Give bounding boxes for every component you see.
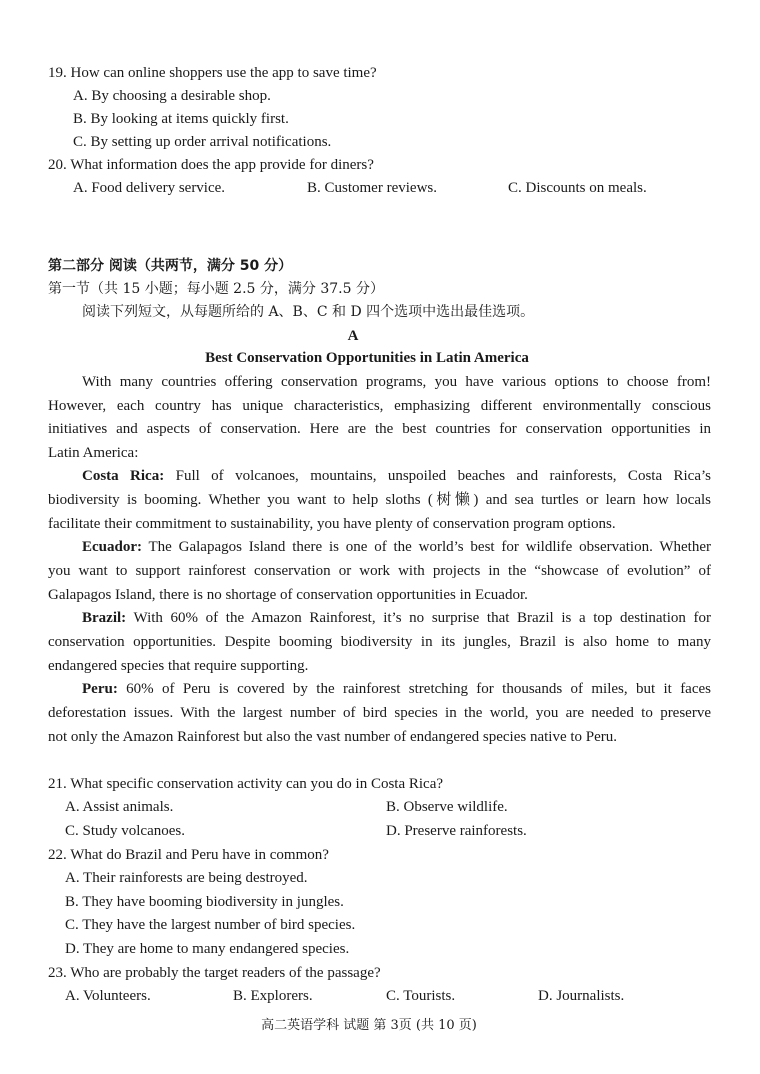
question-22-option-b: B. They have booming biodiversity in jungles. — [65, 894, 344, 910]
reading-instruction: 阅读下列短文，从每题所给的 A、B、C 和 D 四个选项中选出最佳选项。 — [82, 304, 535, 320]
question-21-option-c: C. Study volcanoes. — [65, 823, 185, 839]
page-footer: 高二英语学科 试题 第 3页 (共 10 页) — [261, 1018, 477, 1033]
question-23-option-a: A. Volunteers. — [65, 988, 151, 1004]
question-19-stem: 19. How can online shoppers use the app to save time? — [48, 65, 377, 81]
intro-line-4: Latin America: — [48, 445, 139, 461]
question-21-option-d: D. Preserve rainforests. — [386, 823, 527, 839]
ecuador-line-3: Galapagos Island, there is no shortage of conservation opportunities in Ecuador. — [48, 587, 528, 603]
costa-rica-line-1: Costa Rica: Full of volcanoes, mountains, unspoiled beaches and rainforests, Costa Rica’s — [82, 468, 711, 484]
part-two-heading: 第二部分 阅读（共两节，满分 50 分） — [48, 258, 293, 274]
question-22-option-d: D. They are home to many endangered species. — [65, 941, 350, 957]
costa-rica-label: Costa Rica: — [82, 468, 165, 484]
peru-label: Peru: — [82, 681, 118, 697]
question-22-option-a: A. Their rainforests are being destroyed. — [65, 870, 308, 886]
question-21-stem: 21. What specific conservation activity can you do in Costa Rica? — [48, 776, 444, 792]
brazil-line-1: Brazil: With 60% of the Amazon Rainforest, it’s no surprise that Brazil is a top destination for — [82, 610, 711, 626]
intro-line-3: initiatives and aspects of conservation. Here are the best countries for conservation opportunities in — [48, 421, 711, 437]
question-20-option-a: A. Food delivery service. — [73, 180, 226, 196]
costa-rica-line-2: biodiversity is booming. Whether you want to help sloths (树懒) and sea turtles or learn how locals — [48, 492, 711, 508]
question-23-option-c: C. Tourists. — [386, 988, 456, 1004]
brazil-line-2: conservation opportunities. Despite booming biodiversity in its jungles, Brazil is also home to many — [48, 634, 711, 650]
peru-line-3: not only the Amazon Rainforest but also the vast number of endangered species native to Peru. — [48, 729, 618, 745]
question-19-option-a: A. By choosing a desirable shop. — [73, 88, 271, 104]
question-23-stem: 23. Who are probably the target readers of the passage? — [48, 965, 381, 981]
section-one-heading: 第一节（共 15 小题；每小题 2.5 分，满分 37.5 分） — [48, 281, 384, 297]
ecuador-line-2: you want to support rainforest conservation or work with projects in the “showcase of evolution” of — [48, 563, 711, 579]
question-22-option-c: C. They have the largest number of bird species. — [65, 917, 356, 933]
question-21-option-b: B. Observe wildlife. — [386, 799, 508, 815]
brazil-label: Brazil: — [82, 610, 127, 626]
question-23-option-d: D. Journalists. — [538, 988, 625, 1004]
peru-line-2: deforestation issues. With the largest number of bird species in the world, you are needed to preserve — [48, 705, 711, 721]
question-19-option-c: C. By setting up order arrival notifications. — [73, 134, 332, 150]
question-19-option-b: B. By looking at items quickly first. — [73, 111, 289, 127]
peru-line-1: Peru: 60% of Peru is covered by the rainforest stretching for thousands of miles, but it faces — [82, 681, 711, 697]
intro-line-1: With many countries offering conservation programs, you have various options to choose from! — [82, 374, 711, 390]
passage-title: Best Conservation Opportunities in Latin America — [205, 350, 529, 366]
passage-letter: A — [347, 328, 359, 344]
ecuador-line-1: Ecuador: The Galapagos Island there is one of the world’s best for wildlife observation. Whether — [82, 539, 711, 555]
question-21-option-a: A. Assist animals. — [65, 799, 174, 815]
question-22-stem: 22. What do Brazil and Peru have in common? — [48, 847, 329, 863]
brazil-line-3: endangered species that require supporting. — [48, 658, 309, 674]
question-23-option-b: B. Explorers. — [233, 988, 313, 1004]
intro-line-2: However, each country has unique characteristics, emphasizing different environmentally conscious — [48, 398, 711, 414]
ecuador-label: Ecuador: — [82, 539, 142, 555]
costa-rica-line-3: facilitate their commitment to sustainability, you have plenty of conservation program options. — [48, 516, 616, 532]
question-20-option-b: B. Customer reviews. — [307, 180, 437, 196]
question-20-stem: 20. What information does the app provide for diners? — [48, 157, 374, 173]
question-20-option-c: C. Discounts on meals. — [508, 180, 647, 196]
